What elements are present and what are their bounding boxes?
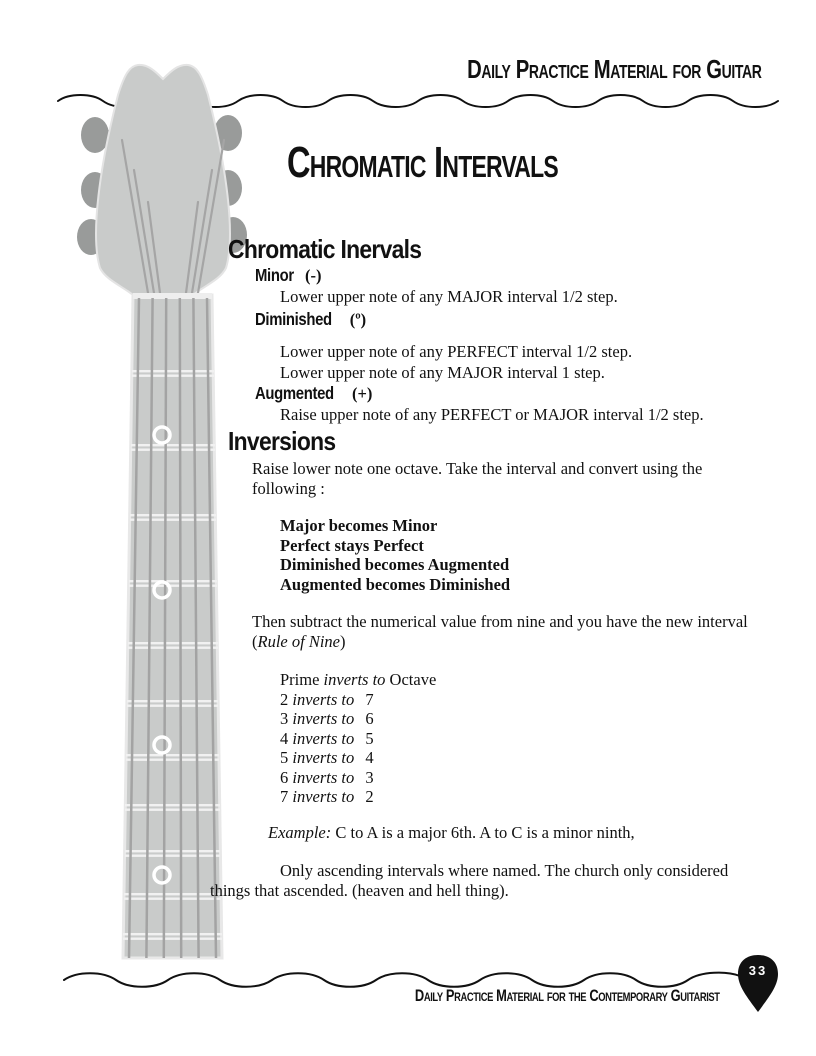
term-minor-symbol: (-)	[305, 266, 322, 285]
page-title: Chromatic Intervals	[287, 138, 558, 187]
inversion-row: 7 inverts to 2	[280, 787, 374, 806]
definition-diminished-2: Lower upper note of any MAJOR interval 1 step.	[280, 363, 605, 382]
page-number: 33	[748, 963, 768, 978]
section-heading-chromatic-inervals: Chromatic Inervals	[228, 234, 422, 264]
running-header	[384, 54, 762, 85]
conversion-rule: Diminished becomes Augmented	[280, 555, 510, 574]
conversion-rule: Major becomes Minor	[280, 516, 438, 535]
definition-diminished-1: Lower upper note of any PERFECT interval 1/2 step.	[280, 341, 633, 361]
inversion-row: 3 inverts to 6	[280, 709, 374, 728]
inversion-row: 2 inverts to 7	[280, 689, 374, 709]
running-header-title: Daily Practice Material for Guitar	[467, 54, 762, 84]
example-paragraph: Example: C to A is a major 6th. A to C is a minor ninth,	[268, 822, 635, 842]
conversion-rule: Perfect stays Perfect	[280, 535, 424, 555]
rule-of-nine-label: Rule of Nine	[257, 631, 340, 651]
inversion-row: 5 inverts to 4	[280, 748, 374, 767]
inversion-row: 6 inverts to 3	[280, 767, 374, 787]
conversion-rules-list	[280, 516, 752, 594]
main-content	[210, 234, 752, 900]
rule-of-nine-paragraph: Then subtract the numerical value from nine and you have the new interval (Rule of Nine)	[252, 612, 748, 651]
term-diminished-symbol: (º)	[349, 309, 367, 329]
nut-icon	[133, 293, 212, 299]
closing-note: Only ascending intervals where named. The church only considered things that ascended. (heaven and hell thing).	[210, 861, 729, 900]
running-footer-title: Daily Practice Material for the Contemporary Guitarist	[415, 987, 720, 1005]
definition-minor: Lower upper note of any MAJOR interval 1/2 step.	[280, 287, 618, 306]
section-heading-inversions: Inversions	[228, 426, 336, 456]
inversion-table	[280, 670, 752, 807]
inversion-row: 4 inverts to 5	[280, 728, 374, 748]
conversion-rule: Augmented becomes Diminished	[280, 574, 511, 594]
term-diminished: Diminished (º)	[255, 308, 367, 329]
guitar-headstock-illustration	[50, 50, 250, 965]
definition-augmented: Raise upper note of any PERFECT or MAJOR interval 1/2 step.	[280, 404, 704, 424]
bottom-divider-wave-icon	[64, 973, 740, 987]
term-augmented-symbol: (+)	[352, 383, 373, 403]
running-footer	[329, 987, 720, 1006]
term-minor: Minor (-)	[255, 265, 322, 285]
term-augmented: Augmented (+)	[255, 382, 373, 403]
inversion-row: Prime inverts to Octave	[280, 670, 437, 689]
example-label: Example:	[268, 822, 332, 842]
inversions-intro: Raise lower note one octave. Take the interval and convert using the following :	[252, 459, 703, 498]
